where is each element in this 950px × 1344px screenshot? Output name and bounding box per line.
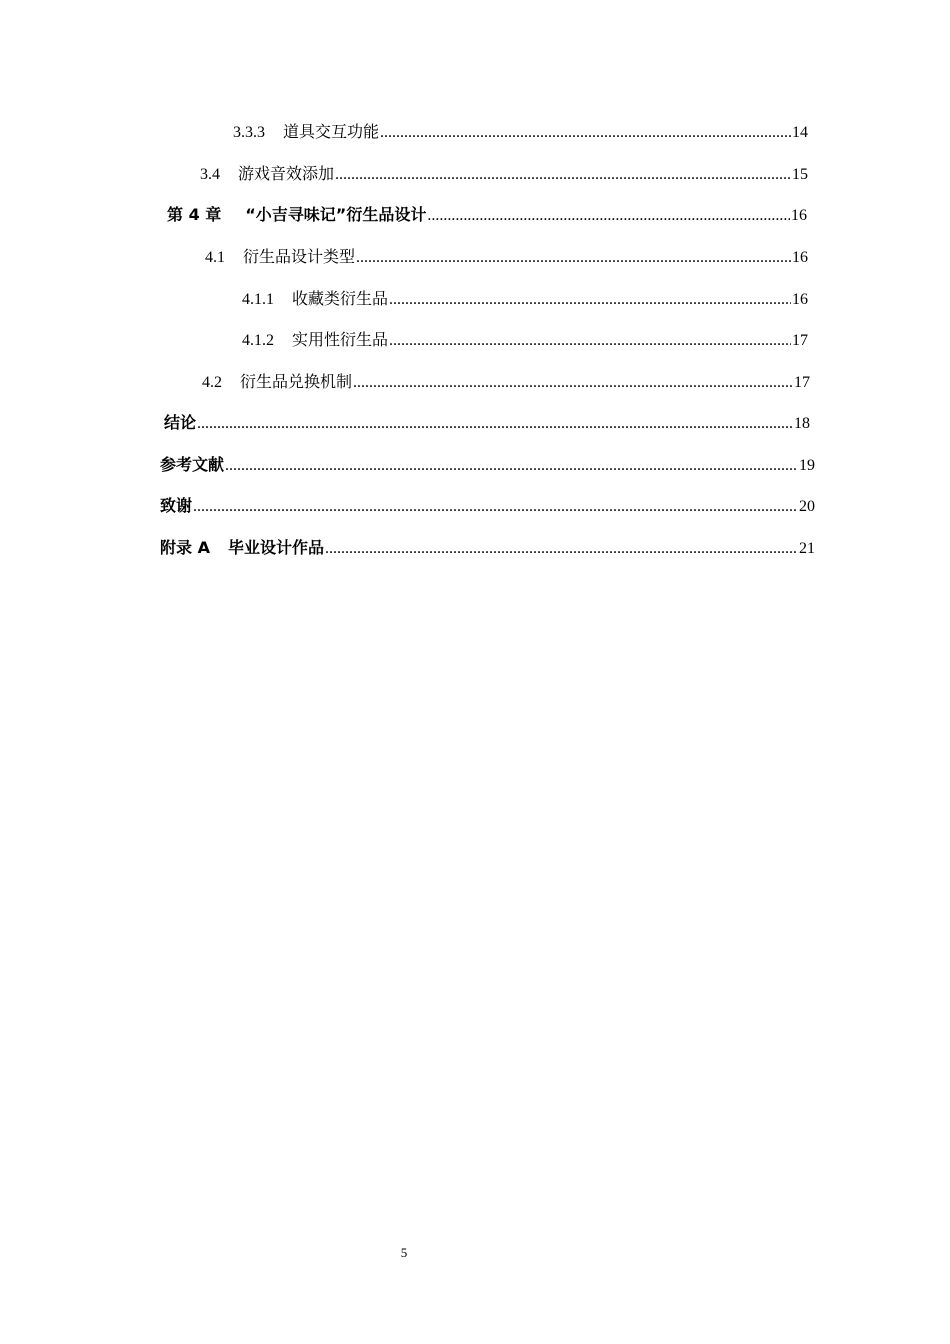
toc-entry-title: 结论 xyxy=(164,413,197,432)
toc-dot-leader xyxy=(197,413,793,435)
toc-entry-title: 道具交互功能 xyxy=(283,122,380,141)
toc-dot-leader xyxy=(325,538,798,560)
toc-dot-leader xyxy=(389,330,791,352)
toc-entry-references[interactable] xyxy=(160,454,815,477)
toc-entry-4-1-1[interactable] xyxy=(242,288,808,311)
toc-dot-leader xyxy=(193,496,798,518)
toc-entry-page: 16 xyxy=(791,207,807,224)
toc-entry-title: “小吉寻味记”衍生品设计 xyxy=(245,205,427,224)
toc-entry-page: 19 xyxy=(799,457,815,474)
toc-entry-title: 毕业设计作品 xyxy=(227,538,324,557)
toc-entry-page: 17 xyxy=(792,332,808,349)
toc-entry-4-1[interactable] xyxy=(205,246,808,269)
page-number: 5 xyxy=(400,1245,408,1260)
toc-entry-number: 4.1 xyxy=(205,249,225,266)
toc-entry-conclusion[interactable] xyxy=(164,412,810,435)
toc-entry-3-4[interactable] xyxy=(200,163,808,186)
toc-dot-leader xyxy=(356,247,791,269)
toc-entry-acknowledgements[interactable] xyxy=(160,495,815,518)
toc-entry-page: 17 xyxy=(794,374,810,391)
toc-entry-appendix-a[interactable] xyxy=(160,537,815,560)
toc-entry-number: 4.1.2 xyxy=(242,332,274,349)
toc-dot-leader xyxy=(225,455,798,477)
toc-dot-leader xyxy=(380,122,791,144)
toc-entry-page: 16 xyxy=(792,249,808,266)
toc-entry-number: 3.4 xyxy=(200,166,220,183)
toc-dot-leader xyxy=(389,289,791,311)
toc-entry-page: 15 xyxy=(792,166,808,183)
toc-dot-leader xyxy=(335,164,791,186)
toc-entry-number: 附录 A xyxy=(160,538,210,557)
toc-dot-leader xyxy=(427,205,790,227)
toc-entry-number: 第 4 章 xyxy=(167,205,222,224)
toc-dot-leader xyxy=(353,372,793,394)
toc-entry-page: 18 xyxy=(794,415,810,432)
toc-entry-title: 致谢 xyxy=(160,496,193,515)
toc-entry-4-2[interactable] xyxy=(202,371,810,394)
toc-entry-chapter-4[interactable] xyxy=(167,204,807,227)
toc-entry-number: 3.3.3 xyxy=(233,124,265,141)
toc-entry-title: 收藏类衍生品 xyxy=(292,289,389,308)
toc-entry-title: 衍生品设计类型 xyxy=(243,247,356,266)
toc-entry-4-1-2[interactable] xyxy=(242,329,808,352)
toc-entry-number: 4.2 xyxy=(202,374,222,391)
toc-entry-title: 游戏音效添加 xyxy=(238,164,335,183)
toc-entry-page: 21 xyxy=(799,540,815,557)
toc-entry-page: 16 xyxy=(792,291,808,308)
toc-entry-page: 20 xyxy=(799,498,815,515)
toc-entry-title: 参考文献 xyxy=(160,455,225,474)
toc-entry-number: 4.1.1 xyxy=(242,291,274,308)
toc-entry-title: 衍生品兑换机制 xyxy=(240,372,353,391)
toc-entry-title: 实用性衍生品 xyxy=(292,330,389,349)
toc-entry-page: 14 xyxy=(792,124,808,141)
toc-entry-3-3-3[interactable] xyxy=(233,121,808,144)
